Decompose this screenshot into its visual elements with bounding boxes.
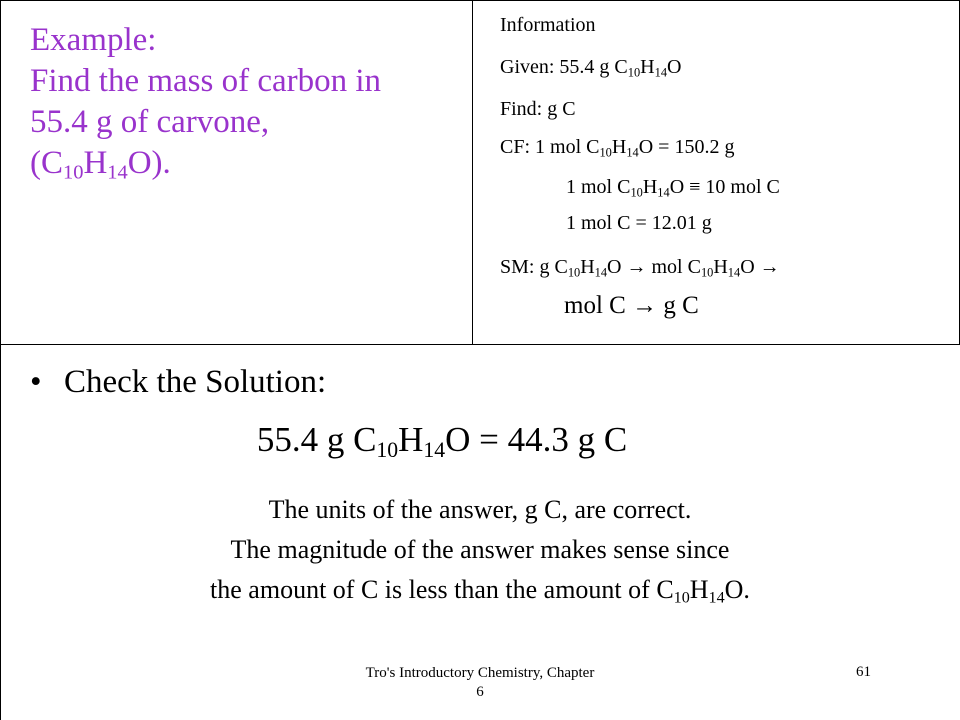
info-given: Given: 55.4 g $C_{10}H_{14}O$: [500, 56, 682, 80]
table-column-divider: [472, 0, 473, 344]
info-solution-map-continued: mol C → g C: [564, 292, 699, 319]
example-question-line2: 55.4 g of carvone,: [30, 104, 270, 140]
info-title: Information: [500, 14, 596, 36]
bullet: •: [30, 364, 42, 400]
info-find: Find: g C: [500, 98, 576, 120]
info-conversion-factor-1: CF: 1 mol $C_{10}H_{14}O = 150.2$ g: [500, 136, 735, 160]
check-explanation: [0, 490, 960, 610]
info-solution-map: SM: g $C_{10}H_{14}O$ → mol $C_{10}H_{14}O$ →: [500, 256, 780, 280]
info-conversion-factor-3: 1 mol C = 12.01 g: [566, 212, 712, 234]
info-conversion-factor-2: 1 mol $C_{10}H_{14}O \equiv 10$ mol C: [566, 176, 780, 200]
explanation-line-1: The units of the answer, g C, are correct.: [268, 495, 692, 524]
page-number: 61: [856, 664, 871, 680]
example-label: Example:: [30, 22, 157, 58]
footer-course-title: Tro's Introductory Chemistry, Chapter 6: [365, 665, 595, 700]
example-problem: [30, 20, 460, 184]
check-heading-text: Check the Solution:: [64, 364, 327, 400]
example-formula: $(C_{10}H_{14}O)$.: [30, 145, 171, 184]
example-question-line1: Find the mass of carbon in: [30, 63, 382, 99]
explanation-line-2: The magnitude of the answer makes sense since: [230, 535, 730, 564]
check-solution-heading: [30, 364, 326, 401]
explanation-line-3: the amount of C is less than the amount of $C_{10}H_{14}O$.: [210, 575, 750, 607]
result-equation: 55.4 g $C_{10}H_{14}O = 44.3$ g C: [256, 420, 628, 463]
